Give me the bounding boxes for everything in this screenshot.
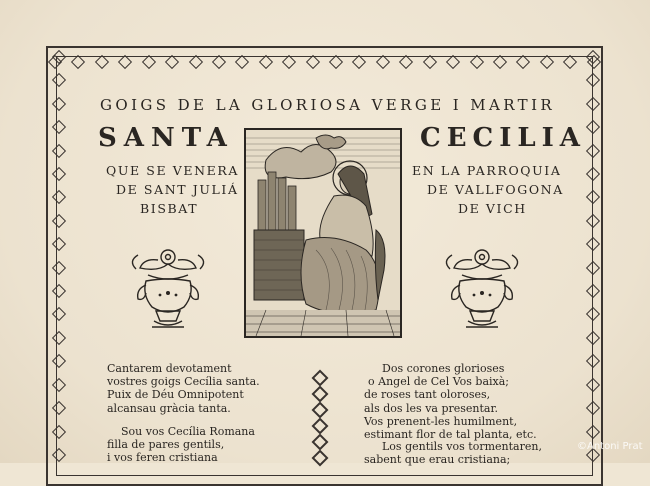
border-ornament-diamond — [376, 55, 390, 69]
title-cecilia: CECILIA — [420, 123, 586, 153]
border-ornament-diamond — [52, 424, 66, 438]
title-santa: SANTA — [98, 123, 234, 153]
border-ornament-diamond — [142, 55, 156, 69]
border-ornament-diamond — [235, 55, 249, 69]
border-ornament-diamond — [446, 55, 460, 69]
border-ornament-diamond — [423, 55, 437, 69]
border-ornament-diamond — [52, 354, 66, 368]
border-ornament-diamond — [52, 237, 66, 251]
flower-vase-icon — [126, 245, 210, 345]
right-sub-line: EN LA PARROQUIA — [412, 163, 562, 178]
border-ornament-diamond — [586, 190, 600, 204]
header-line: GOIGS DE LA GLORIOSA VERGE I MARTIR — [100, 96, 556, 114]
border-ornament-diamond — [71, 55, 85, 69]
border-ornament-diamond — [282, 55, 296, 69]
border-ornament-diamond — [52, 261, 66, 275]
verse-line: Vos prenent-les humilment, — [364, 414, 518, 428]
border-ornament-diamond — [586, 50, 600, 64]
border-ornament-diamond — [52, 401, 66, 415]
verse-left-stanza-2 — [107, 425, 255, 465]
border-ornament-diamond — [52, 73, 66, 87]
border-ornament-diamond — [516, 55, 530, 69]
border-ornament-diamond — [586, 354, 600, 368]
border-ornament-diamond — [329, 55, 343, 69]
saint-cecilia-engraving — [244, 128, 402, 338]
border-ornament-diamond — [586, 144, 600, 158]
left-sub-line: QUE SE VENERA — [106, 163, 239, 178]
border-ornament-left — [52, 46, 66, 466]
border-ornament-diamond — [259, 55, 273, 69]
verse-line: alcansau gràcia tanta. — [107, 401, 231, 415]
border-ornament-diamond — [52, 144, 66, 158]
border-ornament-diamond — [586, 307, 600, 321]
center-column-ornament — [309, 372, 331, 467]
verse-line: sabent que erau cristiana; — [364, 453, 511, 467]
border-ornament-top — [46, 55, 603, 69]
border-ornament-diamond — [306, 55, 320, 69]
border-ornament-diamond — [52, 284, 66, 298]
border-ornament-diamond — [586, 73, 600, 87]
border-ornament-diamond — [52, 331, 66, 345]
border-ornament-diamond — [352, 55, 366, 69]
border-ornament-diamond — [52, 190, 66, 204]
border-ornament-diamond — [586, 237, 600, 251]
border-ornament-diamond — [118, 55, 132, 69]
border-ornament-diamond — [563, 55, 577, 69]
border-ornament-diamond — [586, 378, 600, 392]
right-sub-line: DE VICH — [458, 201, 527, 216]
verse-line: Dos corones glorioses — [382, 362, 505, 375]
border-ornament-diamond — [52, 50, 66, 64]
flower-vase-icon — [440, 245, 524, 345]
verse-line: Cantarem devotament — [107, 362, 232, 375]
border-ornament-diamond — [586, 424, 600, 438]
verse-right-stanza-2 — [364, 440, 542, 466]
border-ornament-diamond — [212, 55, 226, 69]
border-ornament-diamond — [470, 55, 484, 69]
border-ornament-diamond — [95, 55, 109, 69]
verse-line: Sou vos Cecília Romana — [121, 425, 255, 438]
border-ornament-diamond — [188, 55, 202, 69]
border-ornament-diamond — [52, 120, 66, 134]
border-ornament-diamond — [493, 55, 507, 69]
border-ornament-diamond — [586, 167, 600, 181]
border-ornament-diamond — [586, 120, 600, 134]
border-ornament-diamond — [52, 378, 66, 392]
verse-line: Los gentils vos tormentaren, — [382, 440, 542, 453]
verse-line: i vos feren cristiana — [107, 451, 218, 465]
border-ornament-diamond — [165, 55, 179, 69]
border-ornament-right — [586, 46, 600, 466]
verse-right-stanza-1 — [364, 362, 537, 441]
verse-line: estimant flor de tal planta, etc. — [364, 428, 537, 442]
border-ornament-diamond — [52, 97, 66, 111]
verse-line: Puix de Déu Omnipotent — [107, 388, 244, 402]
border-ornament-diamond — [586, 331, 600, 345]
verse-left-stanza-1 — [107, 362, 260, 415]
verse-line: vostres goigs Cecília santa. — [107, 375, 260, 389]
left-sub-line: BISBAT — [140, 201, 199, 216]
engraving-image — [246, 130, 400, 336]
border-ornament-diamond — [540, 55, 554, 69]
border-ornament-diamond — [52, 167, 66, 181]
border-ornament-diamond — [399, 55, 413, 69]
verse-line: filla de pares gentils, — [107, 438, 225, 452]
verse-line: als dos les va presentar. — [364, 401, 499, 415]
verse-line: o Angel de Cel Vos baixà; — [368, 375, 509, 389]
border-ornament-diamond — [586, 97, 600, 111]
border-ornament-diamond — [586, 261, 600, 275]
border-ornament-diamond — [586, 401, 600, 415]
border-ornament-diamond — [586, 284, 600, 298]
right-sub-line: DE VALLFOGONA — [427, 182, 564, 197]
verse-line: de roses tant oloroses, — [364, 388, 491, 402]
left-sub-line: DE SANT JULIÁ — [116, 182, 239, 197]
border-ornament-diamond — [52, 307, 66, 321]
border-ornament-diamond — [52, 448, 66, 462]
copyright-watermark: ©Antoni Prat — [577, 441, 643, 452]
border-ornament-diamond — [586, 214, 600, 228]
border-ornament-diamond — [52, 214, 66, 228]
